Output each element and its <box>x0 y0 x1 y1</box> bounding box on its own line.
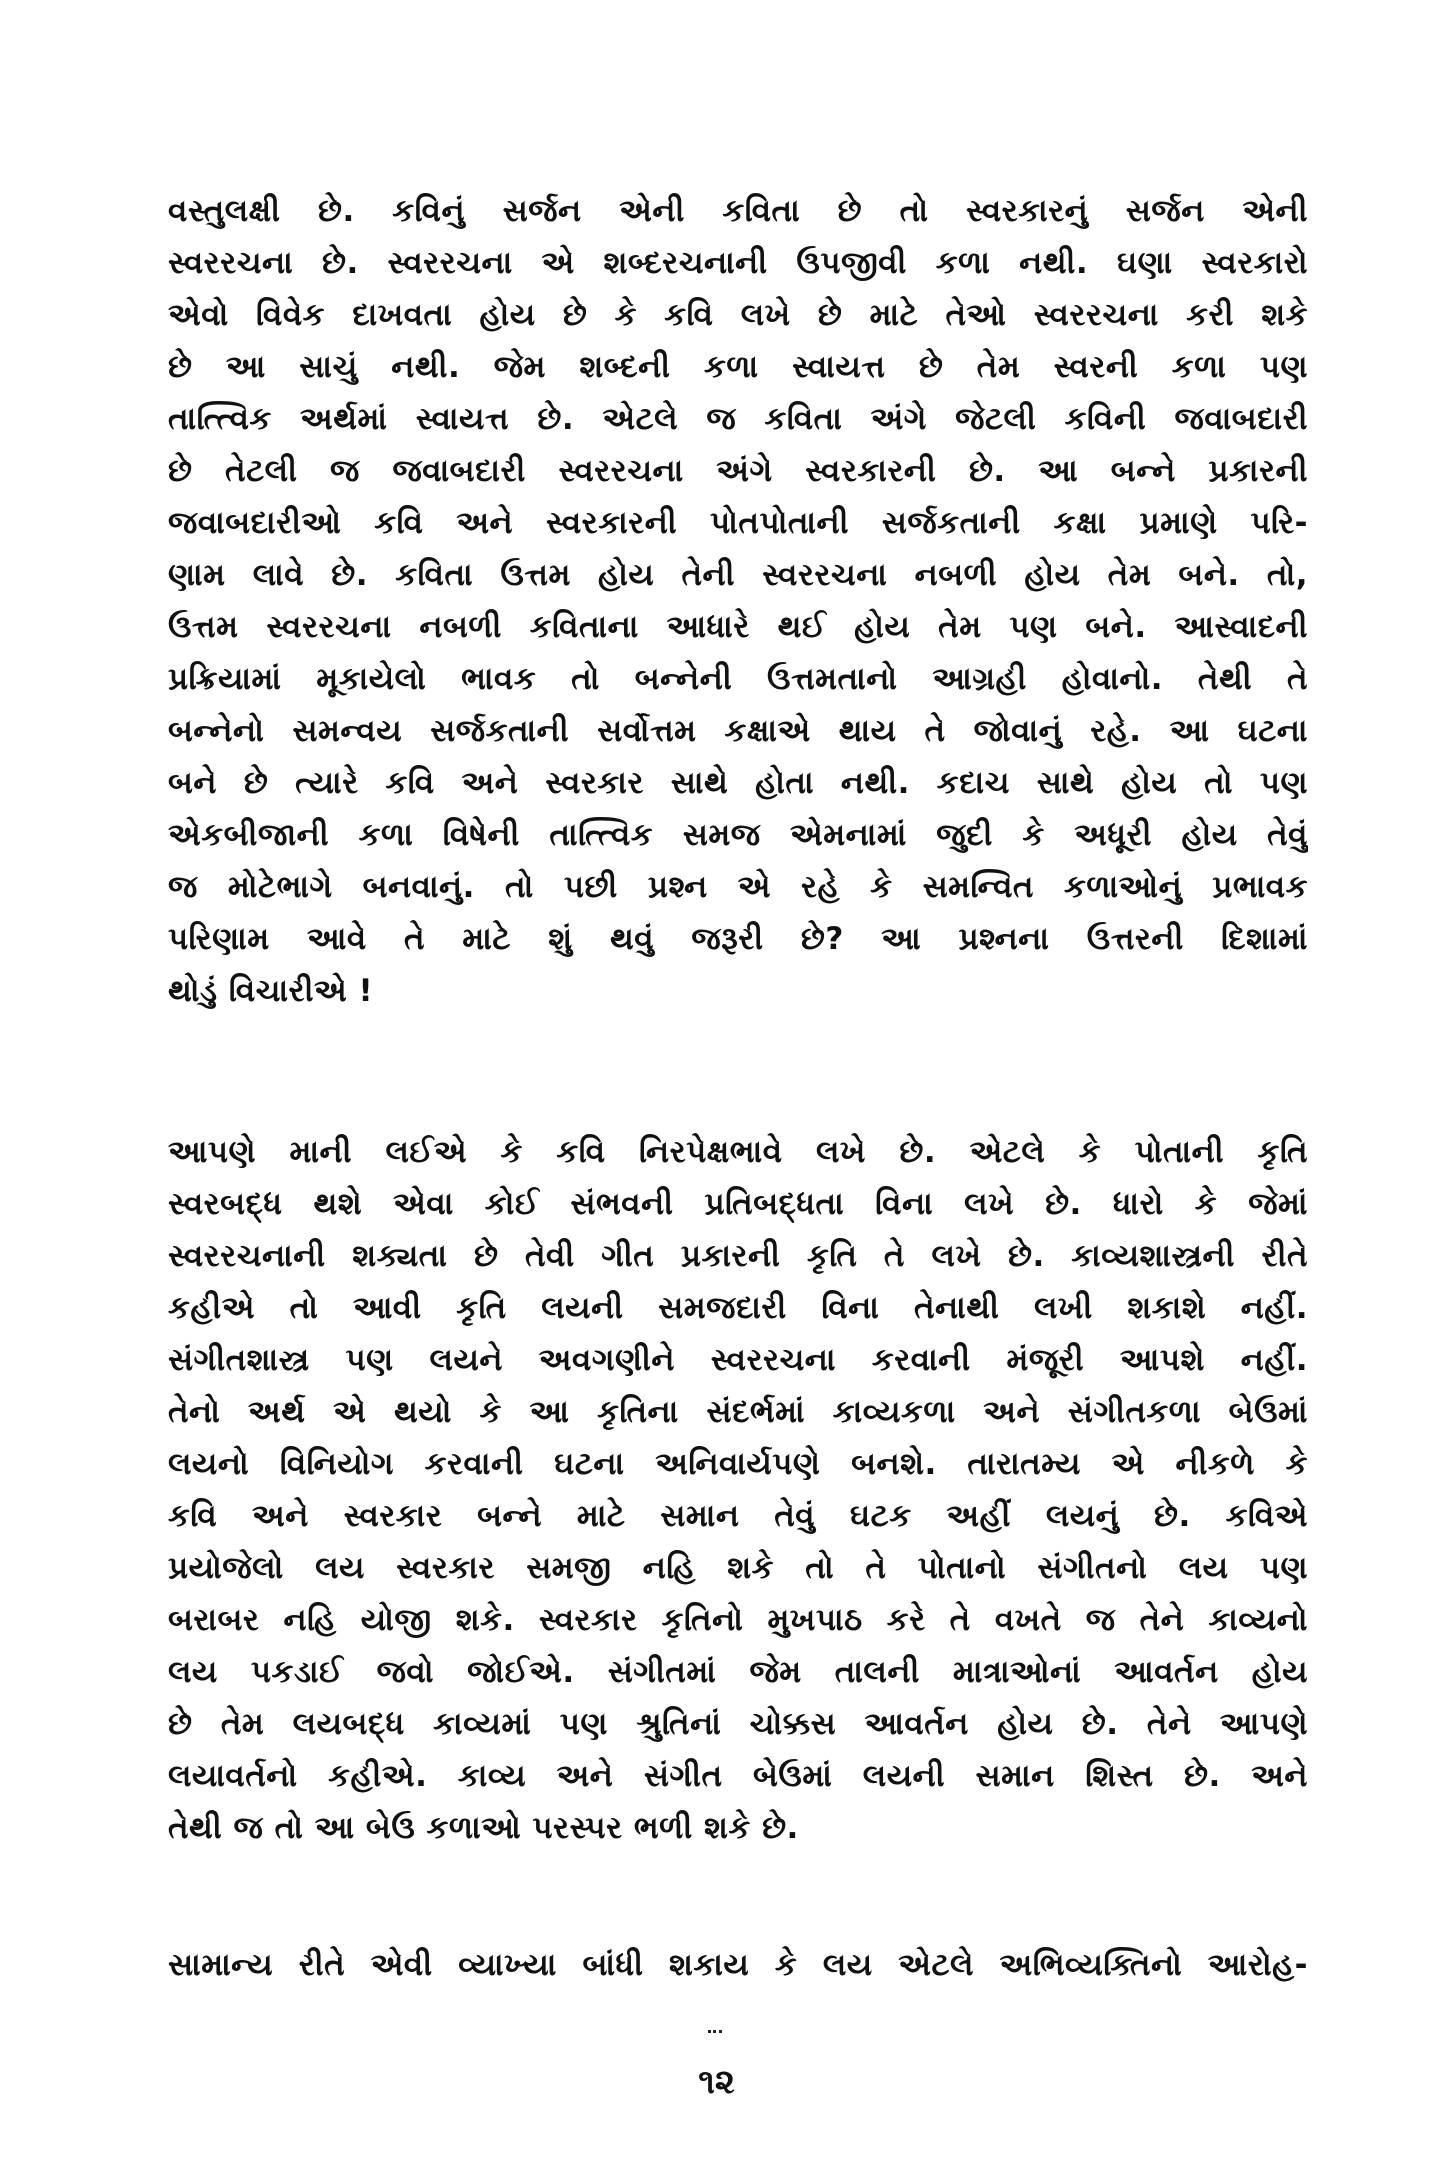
text-line: સ્વરરચનાની શક્યતા છે તેવી ગીત પ્રકારની કૃતિ તે લખે છે. કાવ્યશાસ્ત્રની રીતે <box>168 1238 1308 1274</box>
text-line: એકબીજાની કળા વિષેની તાત્ત્વિક સમજ એમનામાં જુદી કે અધૂરી હોય તેવું <box>168 817 1308 853</box>
text-line: બન્નેનો સમન્વય સર્જકતાની સર્વોત્તમ કક્ષાએ થાય તે જોવાનું રહે. આ ઘટના <box>168 713 1308 749</box>
text-line: પ્રયોજેલો લય સ્વરકાર સમજી નહિ શકે તો તે પોતાનો સંગીતનો લય પણ <box>168 1550 1308 1586</box>
text-line: છે તેમ લયબદ્ધ કાવ્યમાં પણ શ્રુતિનાં ચોક્કસ આવર્તન હોય છે. તેને આપણે <box>168 1706 1308 1742</box>
text-line: છે તેટલી જ જવાબદારી સ્વરરચના અંગે સ્વરકારની છે. આ બન્ને પ્રકારની <box>168 453 1308 489</box>
text-line: તેનો અર્થ એ થયો કે આ કૃતિના સંદર્ભમાં કાવ્યકળા અને સંગીતકળા બેઉમાં <box>168 1394 1308 1430</box>
text-line: ઉત્તમ સ્વરરચના નબળી કવિતાના આધારે થઈ હોય તેમ પણ બને. આસ્વાદની <box>168 609 1308 645</box>
text-line: તાત્ત્વિક અર્થમાં સ્વાયત્ત છે. એટલે જ કવિતા અંગે જેટલી કવિની જવાબદારી <box>168 401 1308 437</box>
print-speck <box>708 2030 722 2037</box>
text-line: સ્વરરચના છે. સ્વરરચના એ શબ્દરચનાની ઉપજીવી કળા નથી. ઘણા સ્વરકારો <box>168 245 1308 281</box>
text-line: સામાન્ય રીતે એવી વ્યાખ્યા બાંધી શકાય કે લય એટલે અભિવ્યક્તિનો આરોહ- <box>168 1947 1308 1983</box>
text-line: છે આ સાચું નથી. જેમ શબ્દની કળા સ્વાયત્ત છે તેમ સ્વરની કળા પણ <box>168 349 1308 385</box>
text-line: પરિણામ આવે તે માટે શું થવું જરૂરી છે? આ પ્રશ્નના ઉત્તરની દિશામાં <box>168 921 1308 957</box>
text-line: સ્વરબદ્ધ થશે એવા કોઈ સંભવની પ્રતિબદ્ધતા વિના લખે છે. ધારો કે જેમાં <box>168 1186 1308 1222</box>
paragraph-2 <box>168 1126 1308 1854</box>
text-line: ણામ લાવે છે. કવિતા ઉત્તમ હોય તેની સ્વરરચના નબળી હોય તેમ બને. તો, <box>168 557 1308 593</box>
text-line: સંગીતશાસ્ત્ર પણ લયને અવગણીને સ્વરરચના કરવાની મંજૂરી આપશે નહીં. <box>168 1342 1308 1378</box>
paragraph-1 <box>168 185 1308 1017</box>
text-line: જ મોટેભાગે બનવાનું. તો પછી પ્રશ્ન એ રહે કે સમન્વિત કળાઓનું પ્રભાવક <box>168 869 1308 905</box>
text-line: કહીએ તો આવી કૃતિ લયની સમજદારી વિના તેનાથી લખી શકાશે નહીં. <box>168 1290 1308 1326</box>
text-line: એવો વિવેક દાખવતા હોય છે કે કવિ લખે છે માટે તેઓ સ્વરરચના કરી શકે <box>168 297 1308 333</box>
page-number: ૧૨ <box>698 2062 735 2102</box>
text-line: પ્રક્રિયામાં મૂકાયેલો ભાવક તો બન્નેની ઉત્તમતાનો આગ્રહી હોવાનો. તેથી તે <box>168 661 1308 697</box>
text-line: બરાબર નહિ યોજી શકે. સ્વરકાર કૃતિનો મુખપાઠ કરે તે વખતે જ તેને કાવ્યનો <box>168 1602 1308 1638</box>
text-line: તેથી જ તો આ બેઉ કળાઓ પરસ્પર ભળી શકે છે. <box>168 1810 799 1846</box>
text-line: આપણે માની લઈએ કે કવિ નિરપેક્ષભાવે લખે છે. એટલે કે પોતાની કૃતિ <box>168 1134 1308 1170</box>
text-line: જવાબદારીઓ કવિ અને સ્વરકારની પોતપોતાની સર્જકતાની કક્ષા પ્રમાણે પરિ- <box>168 505 1308 541</box>
text-line: બને છે ત્યારે કવિ અને સ્વરકાર સાથે હોતા નથી. કદાચ સાથે હોય તો પણ <box>168 765 1308 801</box>
text-line: કવિ અને સ્વરકાર બન્ને માટે સમાન તેવું ઘટક અહીં લયનું છે. કવિએ <box>168 1498 1308 1534</box>
text-line: વસ્તુલક્ષી છે. કવિનું સર્જન એની કવિતા છે તો સ્વરકારનું સર્જન એની <box>168 193 1308 229</box>
text-line: થોડું વિચારીએ ! <box>168 973 374 1009</box>
text-line: લય પકડાઈ જવો જોઈએ. સંગીતમાં જેમ તાલની માત્રાઓનાં આવર્તન હોય <box>168 1654 1308 1690</box>
text-line: લયાવર્તનો કહીએ. કાવ્ય અને સંગીત બેઉમાં લયની સમાન શિસ્ત છે. અને <box>168 1758 1308 1794</box>
text-line: લયનો વિનિયોગ કરવાની ઘટના અનિવાર્યપણે બનશે. તારાતમ્ય એ નીકળે કે <box>168 1446 1308 1482</box>
paragraph-3 <box>168 1939 1308 1991</box>
